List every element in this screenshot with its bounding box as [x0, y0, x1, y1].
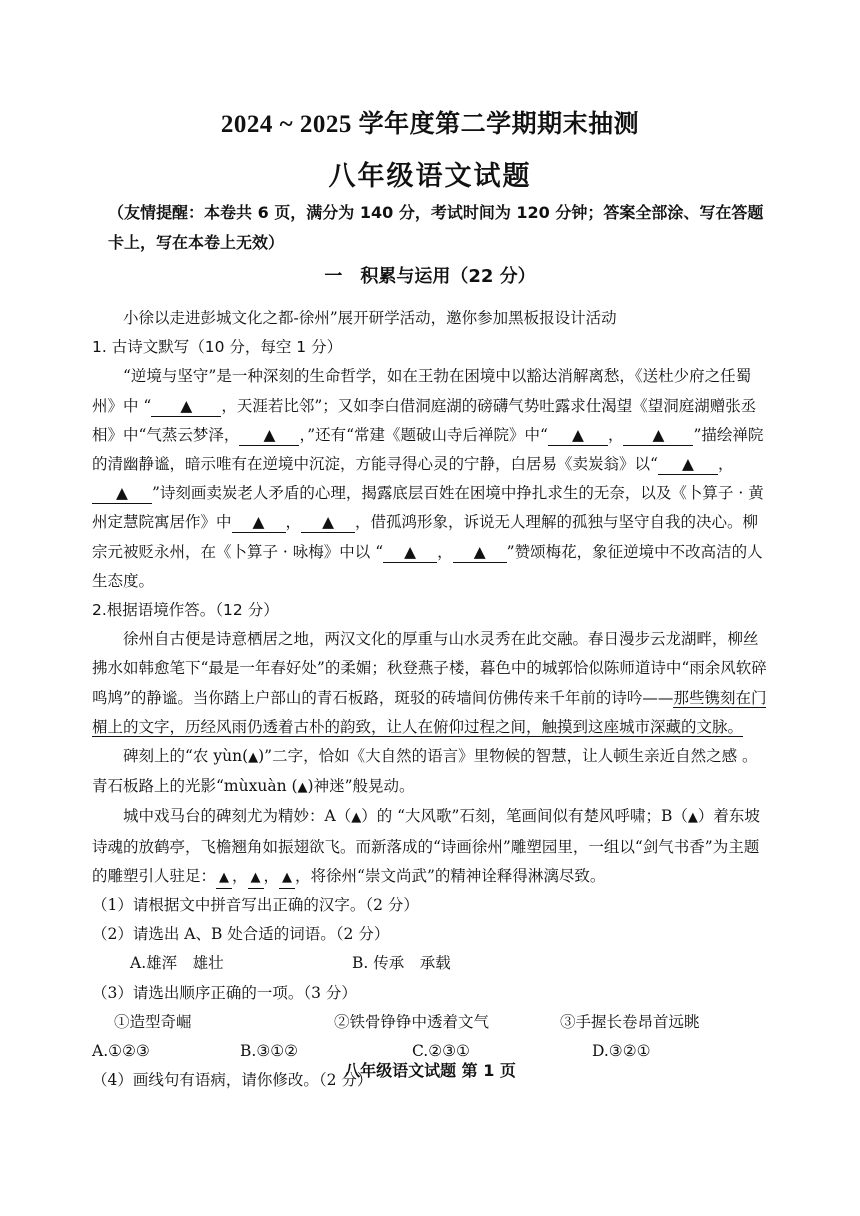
question-2-label: 2.根据语境作答。（12 分）	[92, 601, 279, 620]
blank-10: ▲	[453, 542, 507, 563]
passage-text: ，将徐州“崇文尚武”的精神诠释得淋漓尽致。	[295, 866, 606, 885]
option-a: A.①②③	[92, 1042, 150, 1061]
q1-text: ”诗刻画卖炭老人矛盾的心理，揭露底层百姓在困境中挣扎求生的无奈，以及《卜算子 · 黄州定慧院寓居作》中	[92, 484, 764, 532]
sub-question-3: （3）请选出顺序正确的一项。（3 分）	[92, 983, 357, 1002]
passage-paragraph-2	[92, 742, 772, 802]
passage-text: ）的 “大风歌”石刻，笔画间似有楚风呼啸；B（	[361, 807, 688, 826]
exam-notice: （友情提醒：本卷共 6 页，满分为 140 分，考试时间为 120 分钟；答案全部涂、写在答题卡上，写在本卷上无效）	[108, 203, 764, 252]
passage-paragraph-1	[92, 625, 772, 742]
option-c: C.②③①	[412, 1042, 470, 1061]
sub-question-1: （1）请根据文中拼音写出正确的汉字。（2 分）	[92, 896, 419, 915]
passage-text: 徐州自古便是诗意栖居之地，两汉文化的厚重与山水灵秀在此交融。春日漫步云龙湖畔，柳丝拂水如韩愈笔下“最是一年春好处”的柔媚；秋登燕子楼，暮色中的城郭恰似陈师道诗中“雨余风软碎鸣鸠”的静谧。当你踏上户部山的青石板路，斑驳的砖墙间仿佛传来千年前的诗吟——	[92, 630, 767, 707]
order-blank-3: ▲	[279, 868, 295, 889]
blank-4: ▲	[623, 425, 693, 446]
sub-question-3-items	[92, 1008, 772, 1037]
section-intro: 小徐以走进彭城文化之都-徐州”展开研学活动，邀你参加黑板报设计活动	[123, 309, 617, 327]
sub-question-2: （2）请选出 A、B 处合适的词语。（2 分）	[92, 925, 390, 944]
exam-subtitle: 八年级语文试题	[328, 161, 532, 192]
sub-question-2-options	[92, 949, 772, 978]
item-3: ③手握长卷昂首远眺	[560, 1012, 700, 1031]
blank-6: ▲	[92, 483, 152, 504]
blank-7: ▲	[232, 512, 286, 533]
option-d: D.③②①	[592, 1042, 651, 1061]
underlined-sentence: 那些镌刻在门楣上的文字，历经风雨仍透着古朴的韵致，让人在俯仰过程之间，触摸到这座城市深藏的文脉。	[92, 688, 767, 736]
q1-text: “逆境与坚守”是一种深刻的生命哲学，如在王勃在困境中以豁达消解离愁，《送杜少府之任蜀州》中 “	[92, 367, 752, 415]
blank-marker: ▲	[248, 750, 259, 766]
q1-text: ，”还有“常建《题破山寺后禅院》中“	[299, 425, 548, 444]
passage-text: )”二字，恰如《大自然的语言》里物候的智慧，让人顿生亲近自然之感 。青石板路上的光影“mùxuàn (	[92, 747, 758, 796]
blank-9: ▲	[383, 542, 437, 563]
blank-1: ▲	[151, 396, 221, 417]
question-1-label: 1. 古诗文默写（10 分，每空 1 分）	[92, 338, 343, 357]
blank-3: ▲	[548, 425, 608, 446]
passage-text: ）着东坡诗魂的放鹤亭，飞檐翘角如振翅欲飞。而新落成的“诗画徐州”雕塑园里，一组以“剑气书香”为主题的雕塑引人驻足：	[92, 807, 760, 885]
exam-body	[92, 304, 772, 1095]
q1-text: ”描绘禅院的清幽静谧，暗示唯有在逆境中沉淀，方能寻得心灵的宁静，白居易《卖炭翁》以“	[92, 425, 764, 474]
q1-text: ，天涯若比邻”；又如李白借洞庭湖的磅礴气势吐露求仕渴望《望洞庭湖赠张丞相》中“气蒸云梦泽，	[92, 396, 757, 444]
q1-text: ，	[607, 425, 624, 444]
option-b: B.③①②	[240, 1042, 299, 1061]
item-1: ①造型奇崛	[114, 1012, 192, 1031]
order-blank-1: ▲	[216, 868, 232, 889]
passage-text: 城中戏马台的碑刻尤为精妙：A（	[123, 807, 352, 826]
blank-8: ▲	[301, 512, 355, 533]
exam-title: 2024 ~ 2025 学年度第二学期期末抽测	[220, 111, 640, 138]
passage-text: )神迷”般晃动。	[307, 777, 415, 796]
separator: ，	[263, 866, 280, 885]
separator: ，	[232, 866, 248, 885]
blank-5: ▲	[658, 454, 718, 475]
option-b: B. 传承 承载	[352, 954, 451, 973]
blank-marker: ▲	[297, 780, 308, 796]
q1-text: ，	[717, 455, 734, 474]
item-2: ②铁骨铮铮中透着文气	[334, 1012, 490, 1031]
blank-2: ▲	[239, 425, 299, 446]
passage-paragraph-3	[92, 802, 772, 891]
order-blank-2: ▲	[248, 868, 264, 889]
passage-text: 碑刻上的“农 yùn(	[123, 747, 249, 766]
option-a: A.雄浑 雄壮	[130, 954, 224, 973]
page-footer: 八年级语文试题 第 1 页	[344, 1061, 516, 1080]
q1-text: ，	[285, 513, 302, 532]
q1-text: ”赞颂梅花，象征逆境中不改高洁的人生态度。	[92, 542, 763, 590]
q1-text: ，	[437, 542, 453, 561]
sub-question-4: （4）画线句有语病，请你修改。（2 分）	[92, 1071, 373, 1090]
q1-text: ，借孤鸿形象，诉说无人理解的孤独与坚守自我的决心。柳宗元被贬永州，在《卜算子 · 咏梅》中以 “	[92, 513, 759, 561]
blank-marker-a: ▲	[351, 810, 362, 826]
section-heading: 一 积累与运用（22 分）	[324, 266, 536, 287]
blank-marker-b: ▲	[687, 810, 698, 826]
question-1-text	[92, 362, 772, 596]
